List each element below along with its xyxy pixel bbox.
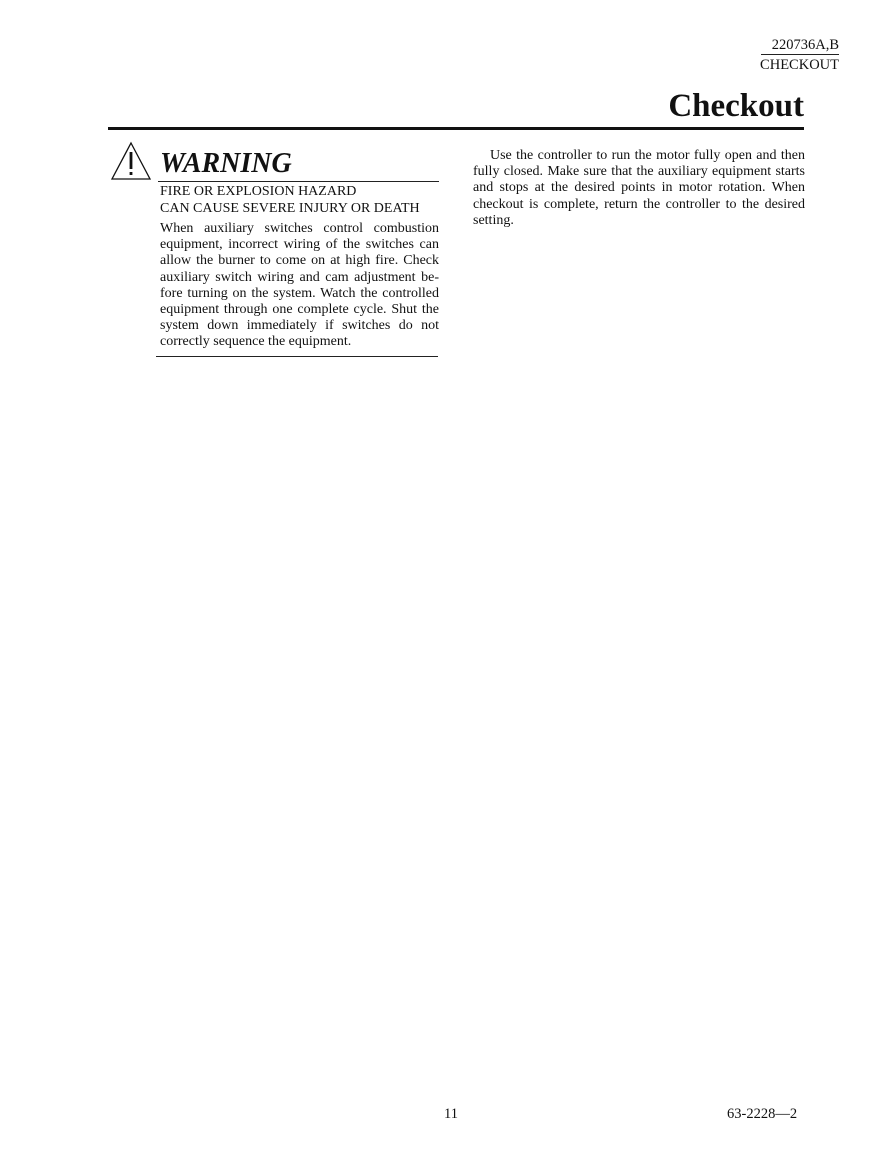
hazard-statement: [160, 184, 442, 217]
page-title: Checkout: [668, 88, 804, 124]
title-divider: [108, 127, 804, 130]
warning-divider-top: [158, 181, 439, 182]
warning-heading: WARNING: [160, 148, 292, 179]
document-number: 63-2228—2: [727, 1106, 798, 1122]
warning-triangle-icon: [110, 141, 152, 181]
checkout-paragraph: Use the controller to run the motor fully open and then fully closed. Make sure that the auxiliary equipment starts and stops at the desired points in motor rotation. When checkout is complete, return the controller to the desired setting.: [473, 148, 805, 228]
section-label: CHECKOUT: [760, 57, 839, 73]
hazard-line-2: CAN CAUSE SEVERE INJURY OR DEATH: [160, 200, 420, 216]
document-code: 220736A,B: [761, 37, 839, 55]
page-number: 11: [444, 1106, 458, 1122]
hazard-line-1: FIRE OR EXPLOSION HAZARD: [160, 184, 357, 199]
warning-body: When auxiliary switches control combustion equipment, incorrect wiring of the switches can allow the burner to come on at high fire. Check auxiliary switch wiring and cam adjustment be-fore turning on the system. Watch the controlled equipment through one complete cycle. Shut the system down immediately if switches do not correctly sequence the equipment.: [160, 221, 439, 350]
warning-divider-bottom: [156, 356, 438, 357]
